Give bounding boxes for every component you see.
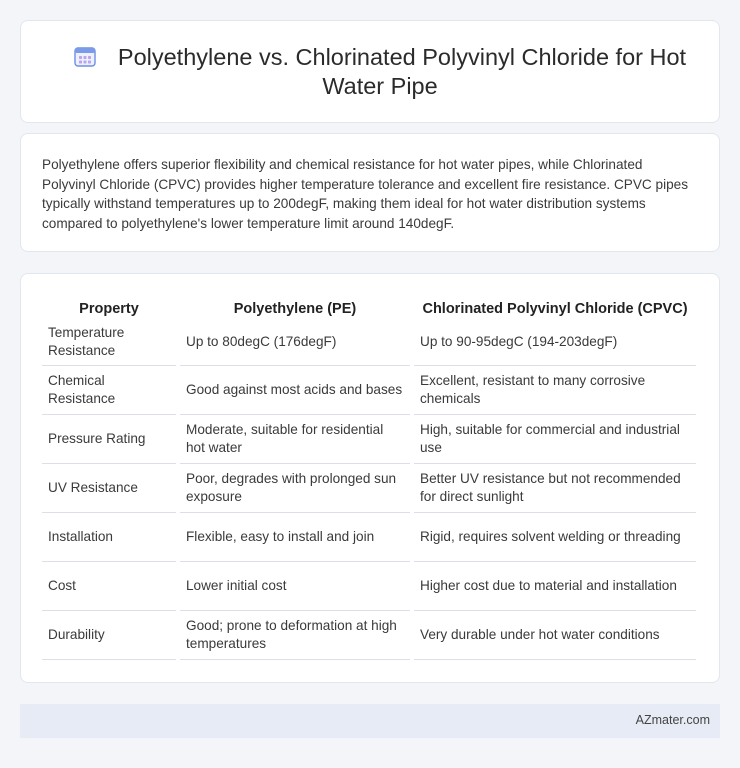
table-row	[42, 366, 696, 415]
cpvc-cell: Rigid, requires solvent welding or threading	[414, 513, 696, 562]
header-cpvc: Chlorinated Polyvinyl Chloride (CPVC)	[422, 300, 688, 317]
property-cell: Durability	[42, 611, 176, 660]
table-row	[42, 415, 696, 464]
page-title	[61, 43, 699, 101]
property-cell: Chemical Resistance	[42, 366, 176, 415]
table-row	[42, 319, 696, 366]
comparison-table	[38, 294, 700, 660]
title-card	[20, 20, 720, 123]
table-header-row	[42, 294, 696, 319]
pe-cell: Up to 80degC (176degF)	[180, 319, 410, 366]
header-property: Property	[79, 300, 139, 317]
pe-cell: Moderate, suitable for residential hot water	[180, 415, 410, 464]
footer-bar	[20, 704, 720, 738]
pe-cell: Poor, degrades with prolonged sun exposure	[180, 464, 410, 513]
cpvc-cell: Excellent, resistant to many corrosive chemicals	[414, 366, 696, 415]
property-cell: Installation	[42, 513, 176, 562]
cpvc-cell: High, suitable for commercial and industrial use	[414, 415, 696, 464]
table-row	[42, 513, 696, 562]
footer-site-link[interactable]: AZmater.com	[635, 713, 710, 727]
title-text: Polyethylene vs. Chlorinated Polyvinyl Chloride for Hot Water Pipe	[117, 44, 687, 99]
intro-card	[20, 133, 720, 252]
cpvc-cell: Up to 90-95degC (194-203degF)	[414, 319, 696, 366]
table-row	[42, 562, 696, 611]
comparison-card	[20, 273, 720, 683]
cpvc-cell: Better UV resistance but not recommended for direct sunlight	[414, 464, 696, 513]
pe-cell: Flexible, easy to install and join	[180, 513, 410, 562]
intro-paragraph: Polyethylene offers superior flexibility and chemical resistance for hot water pipes, while Chlorinated Polyvinyl Chloride (CPVC) provides higher temperature tolerance and excellent fire resistance. CPVC pipes typically withstand temperatures up to 200degF, making them ideal for hot water distribution systems compared to polyethylene's lower temperature limit around 140degF.	[42, 157, 689, 231]
pe-cell: Good; prone to deformation at high temperatures	[180, 611, 410, 660]
table-row	[42, 611, 696, 660]
pe-cell: Lower initial cost	[180, 562, 410, 611]
calendar-icon	[74, 45, 96, 67]
cpvc-cell: Higher cost due to material and installation	[414, 562, 696, 611]
property-cell: Pressure Rating	[42, 415, 176, 464]
pe-cell: Good against most acids and bases	[180, 366, 410, 415]
cpvc-cell: Very durable under hot water conditions	[414, 611, 696, 660]
property-cell: Cost	[42, 562, 176, 611]
table-row	[42, 464, 696, 513]
header-polyethylene: Polyethylene (PE)	[233, 300, 357, 317]
property-cell: UV Resistance	[42, 464, 176, 513]
property-cell: Temperature Resistance	[42, 319, 176, 366]
